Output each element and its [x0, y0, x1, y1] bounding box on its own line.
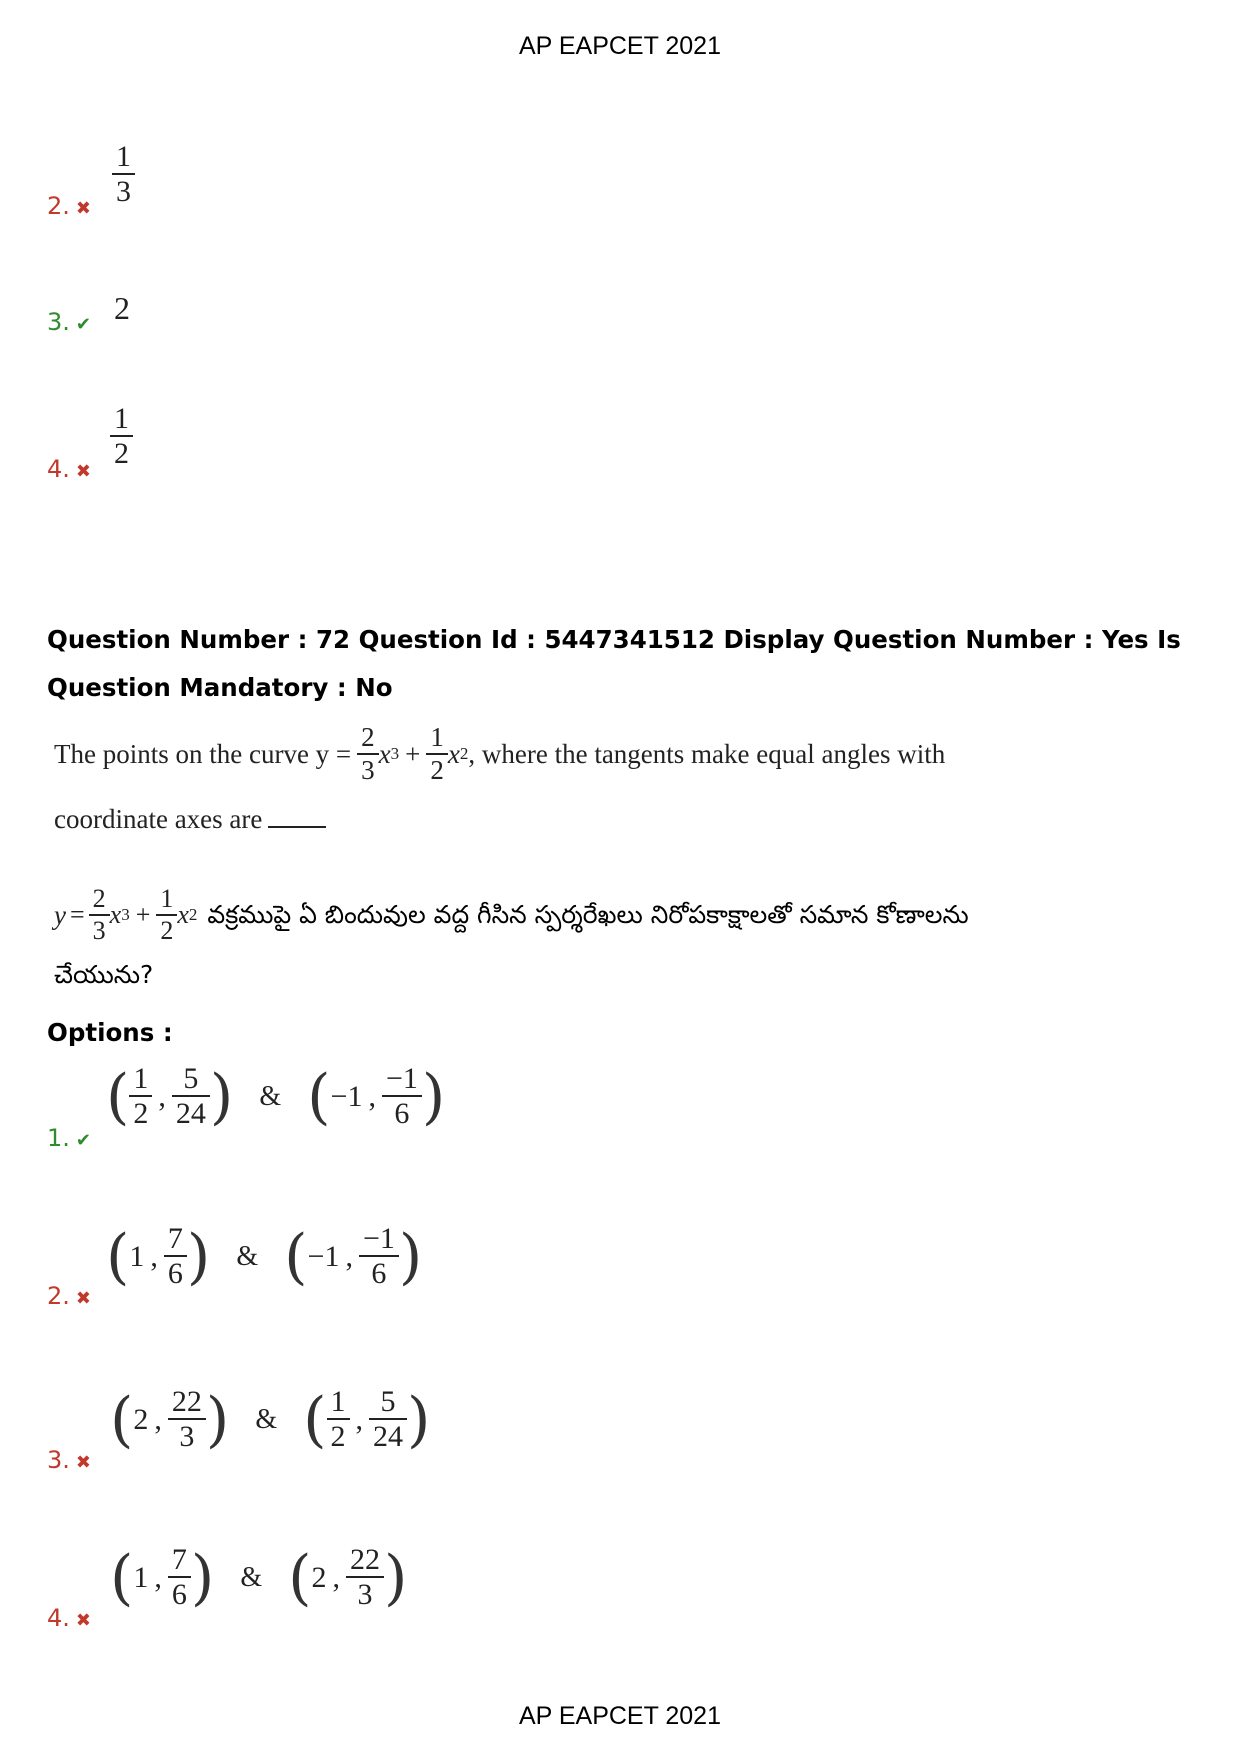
page-footer: AP EAPCET 2021: [519, 1702, 721, 1730]
stem-text: , where the tangents make equal angles with: [468, 739, 946, 770]
fraction: [426, 723, 448, 786]
question-stem-english: The points on the curve y = $\frac{2}{3}$ x 3 + $\frac{1}{2}$ x 2 , where the tangents make equal angles with: [54, 722, 946, 785]
prev-option-3-value: 2: [114, 290, 130, 326]
option-number: 1.: [47, 1124, 70, 1152]
fraction: [112, 140, 135, 210]
denominator: 2: [160, 915, 174, 945]
exponent: 2: [459, 744, 469, 764]
denominator: 3: [361, 754, 375, 785]
cross-icon: ✖: [75, 198, 91, 219]
cross-icon: ✖: [75, 1288, 91, 1309]
fraction: [357, 723, 379, 786]
question-header: Question Number : 72 Question Id : 5447341512 Display Question Number : Yes Is Question Mandatory : No: [47, 625, 1181, 702]
numerator: 2: [92, 884, 106, 913]
prev-option-2: [47, 192, 91, 220]
prev-option-2-value: [112, 140, 135, 210]
numerator: 1: [430, 722, 444, 752]
fraction: [156, 885, 177, 945]
option-4-value: ( 1 , $\frac{7}{6}$ ) & ( 2 , $\frac{22}{3}$ ): [110, 1542, 408, 1613]
option-number: 4.: [47, 1604, 70, 1632]
cross-icon: ✖: [75, 1610, 91, 1631]
option-1: [47, 1124, 91, 1152]
option-number: 4.: [47, 455, 70, 483]
prev-option-4: [47, 455, 91, 483]
check-icon: ✔: [75, 314, 91, 335]
question-stem-telugu: y = $\frac{2}{3}$ x 3 + $\frac{1}{2}$ x 2 వక్రముపై ఏ బిందువుల వద్ద గీసిన స్పర్శరేఖలు నిరోపకాక్షాలతో సమాన కోణాలను: [54, 884, 969, 945]
answer-blank: [268, 826, 326, 828]
question-stem-english-line2: [54, 804, 326, 834]
check-icon: ✔: [75, 1130, 91, 1151]
denominator: 3: [92, 915, 106, 945]
option-number: 3.: [47, 308, 70, 336]
cross-icon: ✖: [75, 461, 91, 482]
denominator: 2: [114, 437, 129, 470]
denominator: 3: [116, 175, 131, 208]
fraction: [110, 402, 133, 472]
stem-text: The points on the curve y =: [54, 739, 352, 770]
option-3: [47, 1446, 91, 1474]
options-label: Options :: [47, 1018, 173, 1047]
option-2-value: ( 1 , $\frac{7}{6}$ ) & ( −1 , $\frac{-1}{6}$ ): [106, 1221, 423, 1292]
numerator: 1: [114, 402, 129, 435]
numerator: 1: [160, 884, 174, 913]
stem-text: వక్రముపై ఏ బిందువుల వద్ద గీసిన స్పర్శరేఖలు నిరోపకాక్షాలతో సమాన కోణాలను: [207, 900, 969, 930]
cross-icon: ✖: [75, 1452, 91, 1473]
exponent: 3: [390, 744, 400, 764]
page-header: AP EAPCET 2021: [519, 32, 721, 60]
numerator: 2: [361, 722, 375, 752]
denominator: 2: [430, 754, 444, 785]
stem-text: coordinate axes are: [54, 804, 263, 834]
numerator: 1: [116, 140, 131, 173]
fraction: [89, 885, 110, 945]
option-number: 2.: [47, 1282, 70, 1310]
prev-option-4-value: [110, 402, 133, 472]
option-1-value: ( $\frac{1}{2}$ , $\frac{5}{24}$ ) & ( −1 , $\frac{-1}{6}$ ): [106, 1061, 446, 1132]
option-4: [47, 1604, 91, 1632]
option-3-value: ( 2 , $\frac{22}{3}$ ) & ( $\frac{1}{2}$ , $\frac{5}{24}$ ): [110, 1384, 431, 1455]
prev-option-3: [47, 308, 91, 336]
exponent: 3: [121, 905, 130, 925]
question-stem-telugu-line2: చేయును?: [54, 960, 154, 989]
option-number: 3.: [47, 1446, 70, 1474]
exponent: 2: [188, 905, 198, 925]
option-2: [47, 1282, 91, 1310]
option-number: 2.: [47, 192, 70, 220]
